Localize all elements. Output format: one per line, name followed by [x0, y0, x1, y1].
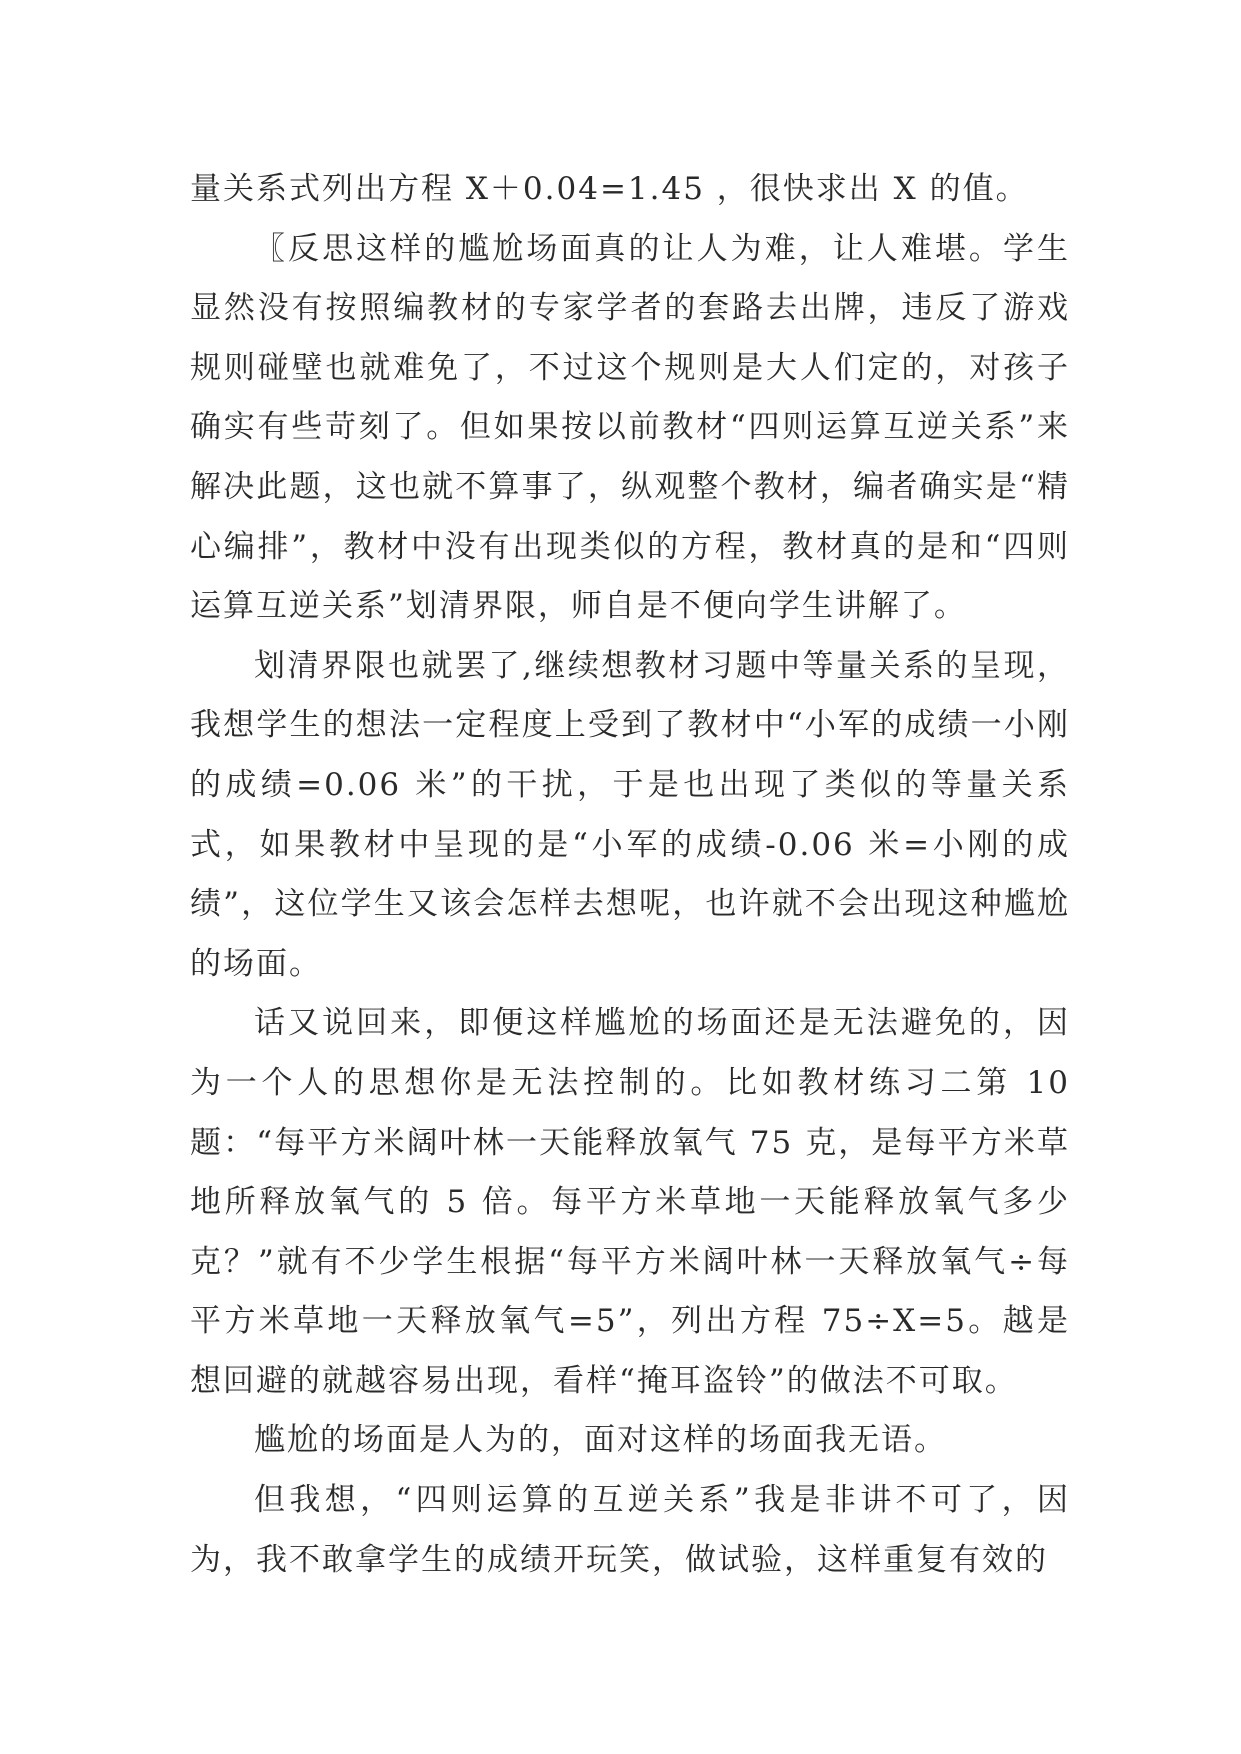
paragraph-1: 量关系式列出方程 X＋0.04=1.45 ，很快求出 X 的值。	[190, 171, 1029, 207]
document-body	[190, 160, 1070, 1590]
paragraph-4: 话又说回来，即便这样尴尬的场面还是无法避免的，因为一个人的思想你是无法控制的。比如教材练习二第 10 题：“每平方米阔叶林一天能释放氧气 75 克，是每平方米草地所释放氧气的 5 倍。每平方米草地一天能释放氧气多少克？”就有不少学生根据“每平方米阔叶林一天释放氧气÷每平方米草地一天释放氧气=5”，列出方程 75÷X=5。越是想回避的就越容易出现，看样“掩耳盗铃”的做法不可取。	[190, 1005, 1070, 1399]
paragraph-2: 〖反思这样的尴尬场面真的让人为难，让人难堪。学生显然没有按照编教材的专家学者的套路去出牌，违反了游戏规则碰壁也就难免了，不过这个规则是大人们定的，对孩子确实有些苛刻了。但如果按以前教材“四则运算互逆关系”来解决此题，这也就不算事了，纵观整个教材，编者确实是“精心编排”，教材中没有出现类似的方程，教材真的是和“四则运算互逆关系”划清界限，师自是不便向学生讲解了。	[190, 230, 1070, 625]
paragraph-3: 划清界限也就罢了,继续想教材习题中等量关系的呈现，我想学生的想法一定程度上受到了教材中“小军的成绩一小刚的成绩=0.06 米”的干扰，于是也出现了类似的等量关系式，如果教材中呈现的是“小军的成绩-0.06 米=小刚的成绩”，这位学生又该会怎样去想呢，也许就不会出现这种尴尬的场面。	[190, 647, 1070, 982]
paragraph-6: 但我想，“四则运算的互逆关系”我是非讲不可了，因为，我不敢拿学生的成绩开玩笑，做试验，这样重复有效的	[190, 1482, 1070, 1578]
paragraph-5: 尴尬的场面是人为的，面对这样的场面我无语。	[254, 1422, 947, 1459]
